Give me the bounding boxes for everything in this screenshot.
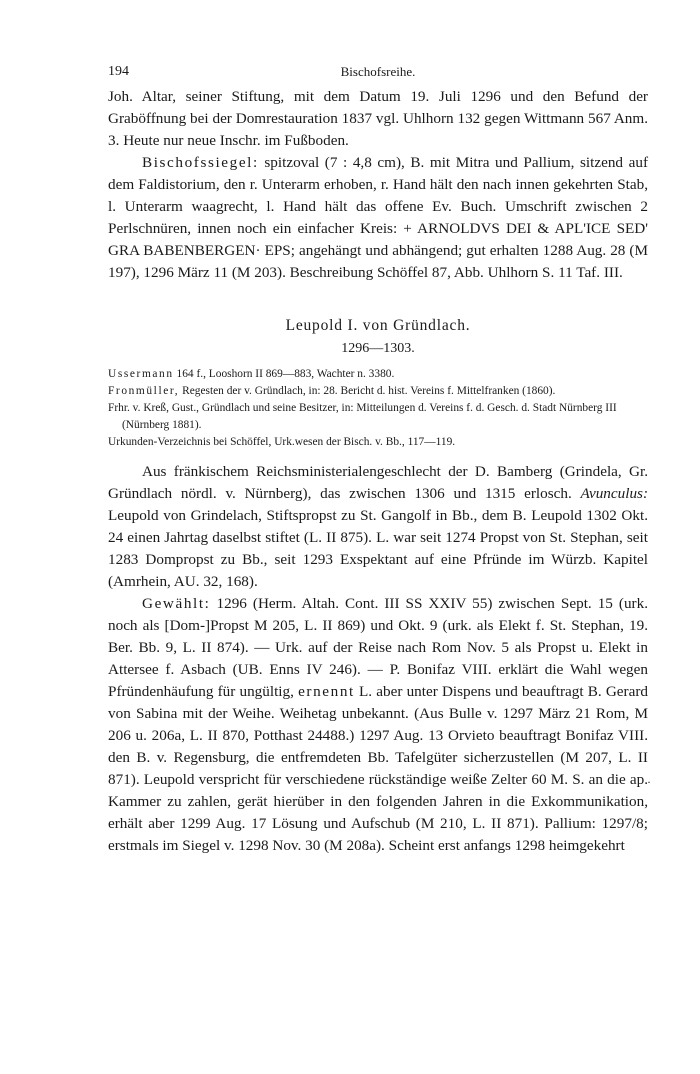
page-number: 194 <box>108 64 129 79</box>
margin-mark: · <box>647 775 651 789</box>
bibliography-author: Frhr. v. Kreß, <box>108 402 169 414</box>
bibliography-text: Gust., Gründlach und seine Besitzer, in: Mitteilungen d. Vereins f. d. Gesch. d. Stadt Nürnberg III (Nürnberg 1881). <box>122 402 617 431</box>
continuation-paragraph: Joh. Altar, seiner Stiftung, mit dem Datum 19. Juli 1296 und den Befund der Graböffnung bei der Domrestauration 1837 vgl. Uhlhorn 132 gegen Wittmann 567 Anm. 3. Heute nur neue Inschr. im Fußboden. <box>108 88 648 149</box>
seal-text: spitzoval (7 : 4,8 cm), B. mit Mitra und Pallium, sitzend auf dem Faldistorium, den r. Unterarm erhoben, r. Hand hält den nach innen gekehrten Stab, l. Unterarm waagrecht, l. Hand hält das offene Ev. Buch. Umschrift zwischen 2 Perlschnüren, innen noch ein einfacher Kreis: + ARNOLDVS DEI & APL'ICE SED' GRA BABENBERGEN· EPS; angehängt und abhängend; gut erhalten 1288 Aug. 28 (M 197), 1296 März 11 (M 203). Beschreibung Schöffel 87, Abb. Uhlhorn S. 11 Taf. III. <box>108 154 648 281</box>
bibliography <box>108 366 648 451</box>
election-term: Gewählt: <box>142 595 211 612</box>
bibliography-text: Urk.wesen der Bisch. v. Bb., 117—119. <box>274 436 456 448</box>
bibliography-entry <box>108 383 648 400</box>
bibliography-entry <box>108 366 648 383</box>
bibliography-text: 164 f., Looshorn II 869—883, Wachter n. 3380. <box>176 368 395 380</box>
ernennt-term: ernennt <box>298 683 355 700</box>
bibliography-entry <box>108 400 648 434</box>
avunculus-term: Avunculus: <box>580 485 649 502</box>
section-years: 1296—1303. <box>341 341 415 356</box>
running-title: Bischofsreihe. <box>340 64 416 79</box>
seal-paragraph <box>108 152 648 284</box>
election-text-start: 1296 (Herm. Altah. Cont. III SS XXIV 55) zwischen Sept. 15 (urk. noch als [Dom-]Propst M 205, L. II 869) und Okt. 9 (urk. als Elekt f. St. Stephan, 19. Ber. Bb. 9, L. II 874). — Urk. auf der Reise nach Rom Nov. 5 als Propst u. Elekt in Attersee f. Asbach (UB. Enns IV 246). — P. Bonifaz VIII. erklärt die Wahl wegen Pfründenhäufung für ungültig, <box>108 595 649 700</box>
bibliography-entry <box>108 434 648 451</box>
bibliography-author: Urkunden-Verzeichnis bei Schöffel, <box>108 436 272 448</box>
bibliography-author: Fronmüller, <box>108 385 180 397</box>
bibliography-author: Ussermann <box>108 368 174 380</box>
bibliography-text: Regesten der v. Gründlach, in: 28. Bericht d. hist. Vereins f. Mittelfranken (1860). <box>182 385 556 397</box>
document-page <box>108 64 648 857</box>
election-paragraph <box>108 593 648 857</box>
section-gap <box>108 284 648 314</box>
origin-text-start: Aus fränkischem Reichsministerialengeschlecht der D. Bamberg (Grindela, Gr. Gründlach nördl. v. Nürnberg), das zwischen 1306 und 1315 erlosch. <box>108 463 648 502</box>
origin-paragraph <box>108 461 648 593</box>
section-heading: Leupold I. von Gründlach. <box>285 317 471 334</box>
seal-term: Bischofssiegel: <box>142 154 259 171</box>
origin-text-end: Leupold von Grindelach, Stiftspropst zu St. Gangolf in Bb., dem B. Leupold 1302 Okt. 24 einen Jahrtag daselbst stiftet (L. II 875). L. war seit 1274 Propst von St. Stephan, seit 1283 Dompropst zu Bb., seit 1293 Exspektant auf eine Pfründe im Würzb. Kapitel (Amrhein, AU. 32, 168). <box>108 507 648 590</box>
running-head <box>108 64 648 86</box>
election-text-end: L. aber unter Dispens und beauftragt B. Gerard von Sabina mit der Weihe. Weihetag unbekannt. (Aus Bulle v. 1297 März 21 Rom, M 206 u. 206a, L. II 870, Potthast 24488.) 1297 Aug. 13 Orvieto beauftragt Bonifaz VIII. den B. v. Regensburg, die entfremdeten Bb. Tafelgüter sicherzustellen (M 207, L. II 871). Leupold verspricht für verschiedene rückständige weiße Zelter 60 M. S. an die ap. Kammer zu zahlen, gerät hierüber in den folgenden Jahren in die Exkommunikation, erhält aber 1299 Aug. 17 Lösung und Aufschub (M 210, L. II 871). Pallium: 1297/8; erstmals im Siegel v. 1298 Nov. 30 (M 208a). Scheint erst anfangs 1298 heimgekehrt <box>108 683 648 854</box>
